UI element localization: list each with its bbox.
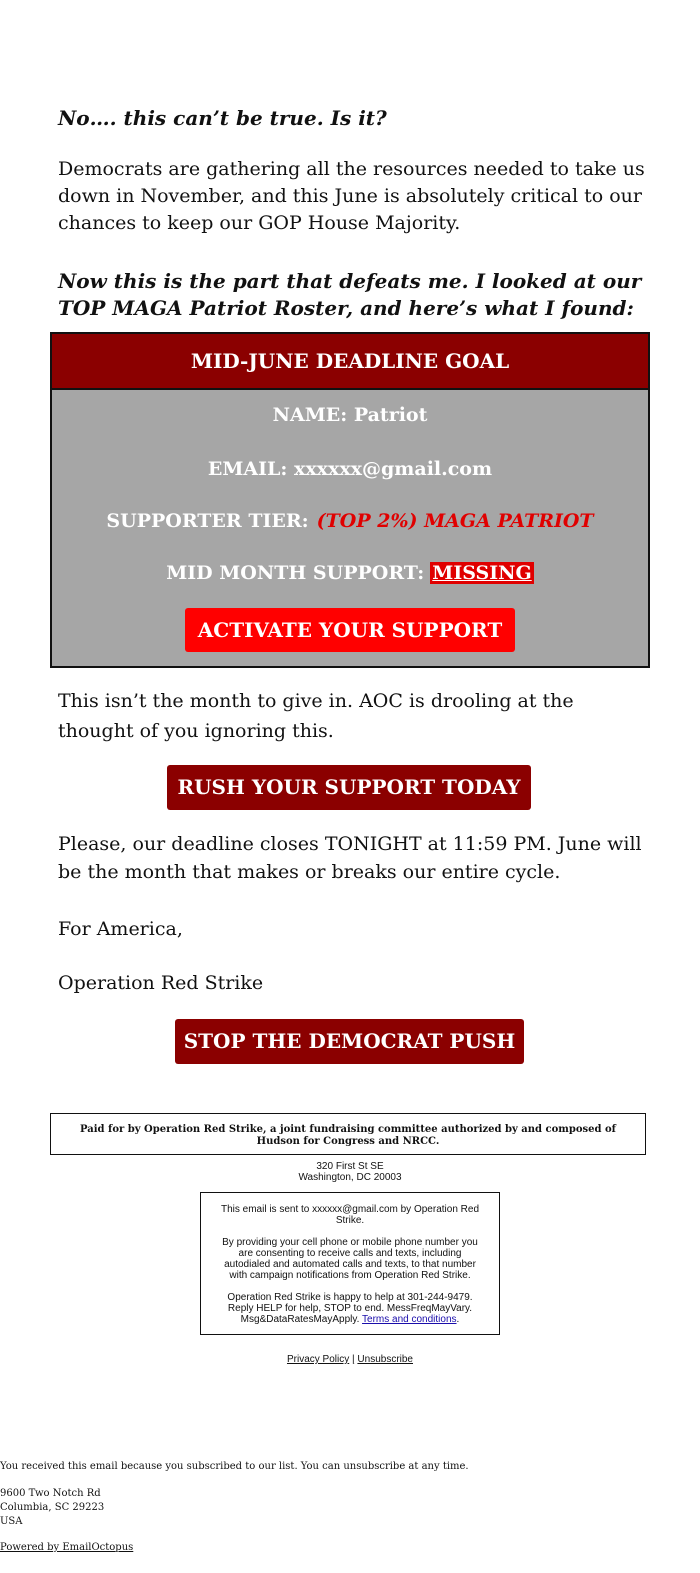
sms-info-box	[200, 1192, 500, 1335]
sender-address-line-2: Columbia, SC 29223	[0, 1502, 105, 1513]
rush-support-button[interactable]: RUSH YOUR SUPPORT TODAY	[167, 765, 531, 810]
address-line-2: Washington, DC 20003	[298, 1172, 402, 1183]
info-consent: By providing your cell phone or mobile phone number you are consenting to receive calls and texts, including autodialed and automated calls and texts, to that number with campaign notifications from Operation Red Strike.	[222, 1237, 478, 1281]
subscription-notice: You received this email because you subscribed to our list. You can unsubscribe at any time.	[0, 1461, 469, 1472]
info-help: Operation Red Strike is happy to help at 301-244-9479. Reply HELP for help, STOP to end. MessFreqMayVary. Msg&DataRatesMayApply. Terms and conditions.	[227, 1292, 473, 1325]
sender-address-line-1: 9600 Two Notch Rd	[0, 1488, 101, 1499]
mid-month-status-badge: MISSING	[432, 562, 532, 584]
deadline-goal-box	[50, 332, 650, 668]
sender-address	[0, 1487, 104, 1529]
goal-box-header: MID-JUNE DEADLINE GOAL	[52, 334, 648, 390]
intro-lead: No…. this can’t be true. Is it?	[58, 106, 387, 130]
intro-lead-2: Now this is the part that defeats me. I looked at our TOP MAGA Patriot Roster, and here’s what I found:	[58, 269, 642, 320]
stop-democrat-push-button[interactable]: STOP THE DEMOCRAT PUSH	[175, 1019, 524, 1064]
mid-month-support	[52, 562, 648, 584]
signature: Operation Red Strike	[58, 972, 264, 994]
supporter-tier	[52, 510, 648, 532]
info-sent-to: This email is sent to xxxxxx@gmail.com by Operation Red Strike.	[220, 1204, 480, 1226]
paid-for-disclaimer: Paid for by Operation Red Strike, a joint fundraising committee authorized by and composed of Hudson for Congress and NRCC.	[50, 1113, 646, 1155]
supporter-email: EMAIL: xxxxxx@gmail.com	[207, 458, 493, 480]
sender-address-line-3: USA	[0, 1516, 23, 1527]
activate-support-button[interactable]: ACTIVATE YOUR SUPPORT	[185, 608, 515, 652]
powered-by-link[interactable]: Powered by EmailOctopus	[0, 1542, 134, 1553]
mid-month-label: MID MONTH SUPPORT:	[166, 562, 425, 584]
mailing-address	[0, 1161, 700, 1183]
body-paragraph-2: This isn’t the month to give in. AOC is drooling at the thought of you ignoring this.	[58, 690, 574, 742]
body-paragraph-3: Please, our deadline closes TONIGHT at 11:59 PM. June will be the month that makes or breaks our entire cycle.	[58, 833, 642, 883]
terms-link[interactable]: Terms and conditions	[362, 1314, 457, 1325]
signoff: For America,	[58, 918, 183, 940]
address-line-1: 320 First St SE	[316, 1161, 384, 1172]
link-separator: |	[352, 1354, 355, 1365]
supporter-name: NAME: Patriot	[272, 404, 428, 426]
supporter-tier-value: (TOP 2%) MAGA PATRIOT	[316, 510, 594, 532]
unsubscribe-link[interactable]: Unsubscribe	[357, 1354, 413, 1365]
intro-paragraph: Democrats are gathering all the resources needed to take us down in November, and this June is absolutely critical to our chances to keep our GOP House Majority.	[58, 158, 645, 234]
footer-links	[0, 1354, 700, 1365]
privacy-policy-link[interactable]: Privacy Policy	[286, 1354, 350, 1365]
info-help-text: Operation Red Strike is happy to help at 301-244-9479. Reply HELP for help, STOP to end. MessFreqMayVary. Msg&DataRatesMayApply.	[227, 1292, 473, 1325]
supporter-tier-label: SUPPORTER TIER:	[106, 510, 309, 532]
